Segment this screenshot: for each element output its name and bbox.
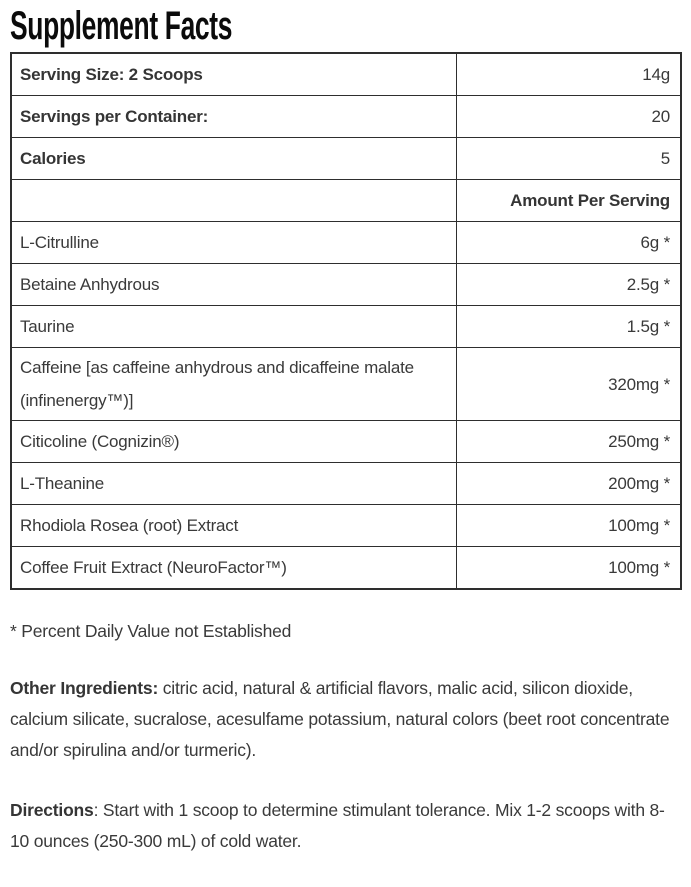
daily-value-footnote: * Percent Daily Value not Established xyxy=(10,621,292,641)
other-ingredients-paragraph xyxy=(10,673,682,766)
table-row xyxy=(12,221,680,263)
row-label: Serving Size: 2 Scoops xyxy=(12,54,457,95)
ingredient-name: Taurine xyxy=(12,306,457,347)
ingredient-amount: 200mg * xyxy=(608,474,670,493)
row-value: 14g xyxy=(642,65,670,84)
table-row xyxy=(12,504,680,546)
table-row xyxy=(12,546,680,588)
table-row xyxy=(12,137,680,179)
directions-text: : Start with 1 scoop to determine stimulant tolerance. Mix 1-2 scoops with 8-10 ounces (250-300 mL) of cold water. xyxy=(10,800,665,851)
amount-header-spacer xyxy=(12,180,457,221)
ingredient-name: Coffee Fruit Extract (NeuroFactor™) xyxy=(12,547,457,588)
amount-per-serving-header: Amount Per Serving xyxy=(510,191,670,210)
table-row xyxy=(12,305,680,347)
table-row xyxy=(12,347,680,420)
ingredient-name: Rhodiola Rosea (root) Extract xyxy=(12,505,457,546)
table-row xyxy=(12,54,680,95)
row-label: Calories xyxy=(12,138,457,179)
amount-header-row xyxy=(12,179,680,221)
ingredient-amount: 6g * xyxy=(640,233,670,252)
row-label: Servings per Container: xyxy=(12,96,457,137)
table-row xyxy=(12,95,680,137)
ingredient-amount: 250mg * xyxy=(608,432,670,451)
ingredient-amount: 2.5g * xyxy=(626,275,670,294)
table-row xyxy=(12,420,680,462)
other-ingredients-label: Other Ingredients: xyxy=(10,678,159,698)
table-row xyxy=(12,462,680,504)
ingredient-amount: 320mg * xyxy=(608,374,670,394)
directions-label: Directions xyxy=(10,800,94,820)
row-value: 5 xyxy=(660,149,670,168)
ingredient-name: L-Citrulline xyxy=(12,222,457,263)
table-row xyxy=(12,263,680,305)
ingredient-name: L-Theanine xyxy=(12,463,457,504)
supplement-facts-table xyxy=(10,52,682,590)
page-title: Supplement Facts xyxy=(10,4,233,48)
ingredient-amount: 1.5g * xyxy=(626,317,670,336)
ingredient-name: Betaine Anhydrous xyxy=(12,264,457,305)
directions-paragraph xyxy=(10,795,682,857)
ingredient-amount: 100mg * xyxy=(608,558,670,577)
ingredient-name: Citicoline (Cognizin®) xyxy=(12,421,457,462)
ingredient-name: Caffeine [as caffeine anhydrous and dicaffeine malate (infinenergy™)] xyxy=(12,348,457,420)
row-value: 20 xyxy=(651,107,670,126)
other-ingredients-text: citric acid, natural & artificial flavors, malic acid, silicon dioxide, calcium silicate, sucralose, acesulfame potassium, natural colors (beet root concentrate and/or spirulina and/or turmeric). xyxy=(10,678,670,760)
ingredient-amount: 100mg * xyxy=(608,516,670,535)
